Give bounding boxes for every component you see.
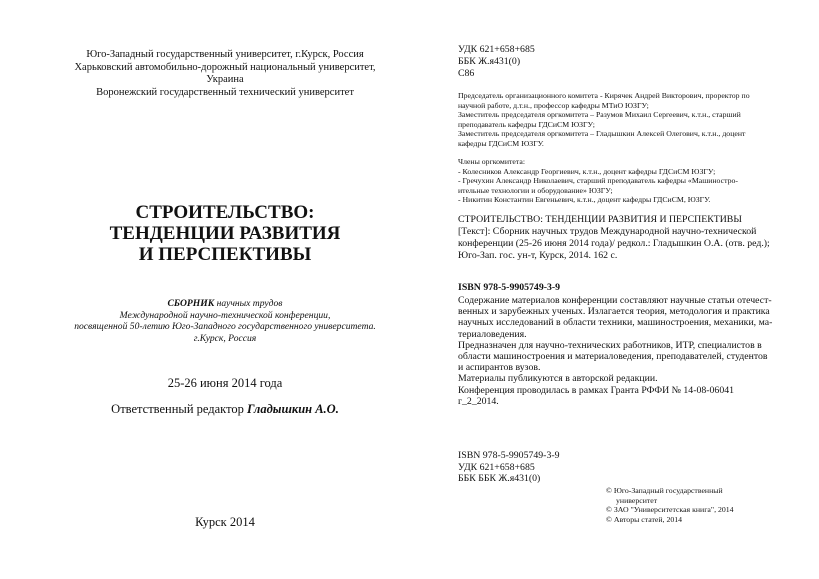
org-line: преподаватель кафедры ГДСиСМ ЮЗГУ; [458,119,595,129]
members-line: Члены оргкомитета: [458,157,526,166]
abstract-line: Материалы публикуются в авторской редакции. [458,373,658,385]
copyright-line: университет [616,495,658,505]
abstract-line: и аспирантов вузов. [458,362,541,374]
city-year: Курск 2014 [195,515,255,529]
abstract-line: области машиностроения и материаловедения, преподавателей, студентов [458,351,768,363]
abstract-line: териаловедения. [458,328,527,340]
classification-codes [458,44,535,80]
institutions [40,49,410,99]
author-mark: С86 [458,68,475,79]
collection-description [40,298,410,344]
members-line: - Колесников Александр Георгиевич, к.т.н., доцент кафедры ГДСиСМ ЮЗГУ; [458,166,716,176]
udk-code: УДК 621+658+685 [458,461,535,473]
copyright-line: © ЗАО "Университетская книга", 2014 [606,505,734,515]
institution-line: Украина [206,74,244,85]
abstract-line: г_2_2014. [458,395,499,407]
responsible-editor [40,402,410,417]
bbk-code: ББК ББК Ж.я431(0) [458,473,541,485]
institution-line: Воронежский государственный технический университет [96,86,354,98]
book-title [40,202,410,265]
institution-line: Юго-Западный государственный университет, г.Курск, Россия [86,49,364,60]
isbn-bold: ISBN 978-5-9905749-3-9 [458,282,561,293]
members-line: ительные технологии и оборудование» ЮЗГУ; [458,185,613,195]
members-line: - Гречухин Александр Николаевич, старший преподаватель кафедры «Машиностро- [458,176,739,186]
editor-name: Гладышкин А.О. [247,402,339,416]
abstract-line: Содержание материалов конференции составляют научные статьи отечест- [458,295,772,306]
right-page [458,0,773,579]
members-line: - Никитин Константин Евгеньевич, к.т.н., доцент кафедры ГДСиСМ, ЮЗГУ. [458,195,711,205]
bib-line: СТРОИТЕЛЬСТВО: ТЕНДЕНЦИИ РАЗВИТИЯ И ПЕРСПЕКТИВЫ [458,214,742,225]
abstract [458,295,773,407]
collection-rest: научных трудов [214,298,283,309]
org-line: научной работе, д.т.н., профессор кафедры МТиО ЮЗГУ; [458,100,649,110]
collection-line: г.Курск, Россия [193,332,257,344]
isbn: ISBN 978-5-9905749-3-9 [458,450,560,461]
bibliographic-record [458,214,770,262]
abstract-line: Предназначен для научно-технических работников, ИТР, специалистов в [458,339,762,351]
bbk-code: ББК Ж.я431(0) [458,56,521,67]
conference-date: 25-26 июня 2014 года [167,376,283,390]
copyright-block [606,486,734,524]
copyright-line: © Юго-Западный государственный [606,486,723,495]
left-page [40,0,410,579]
org-line: Заместитель председателя оргкомитета – Гладышкин Алексей Олегович, к.т.н., доцент [458,129,746,139]
committee-members [458,157,770,205]
title-line: И ПЕРСПЕКТИВЫ [138,244,312,265]
classification-codes-footer [458,450,560,485]
title-line: ТЕНДЕНЦИИ РАЗВИТИЯ [109,223,341,244]
abstract-line: Конференция проводилась в рамках Гранта РФФИ № 14-08-06041 [458,384,735,396]
institution-line: Харьковский автомобильно-дорожный национальный университет, [74,61,376,73]
collection-line: посвященной 50-летию Юго-Западного государственного университета. [74,321,376,332]
bib-line: конференции (25-26 июня 2014 года)/ редкол.: Гладышкин О.А. (отв. ред.); [458,238,770,249]
udk-code: УДК 621+658+685 [458,44,535,55]
collection-heading [40,298,410,310]
editor-label: Ответственный редактор [111,402,248,416]
org-line: Председатель организационного комитета - Кирячек Андрей Викторович, проректор по [458,91,750,100]
abstract-line: венных и зарубежных ученых. Излагается теория, методология и практика [458,306,770,318]
bib-line: Юго-Зап. гос. ун-т, Курск, 2014. 162 с. [458,250,618,261]
abstract-line: научных исследований в области техники, машиностроения, механики, ма- [458,317,773,329]
org-line: кафедры ГДСиСМ ЮЗГУ. [458,138,544,148]
organizing-committee [458,91,770,149]
collection-bold: СБОРНИК [167,298,215,309]
title-line: СТРОИТЕЛЬСТВО: [135,202,315,223]
collection-line: Международной научно-технической конференции, [119,309,331,321]
copyright-line: © Авторы статей, 2014 [606,514,683,524]
org-line: Заместитель председателя оргкомитета – Разумов Михаил Сергеевич, к.т.н., старший [458,110,741,120]
bib-line: [Текст]: Сборник научных трудов Международной научно-технической [458,226,757,237]
